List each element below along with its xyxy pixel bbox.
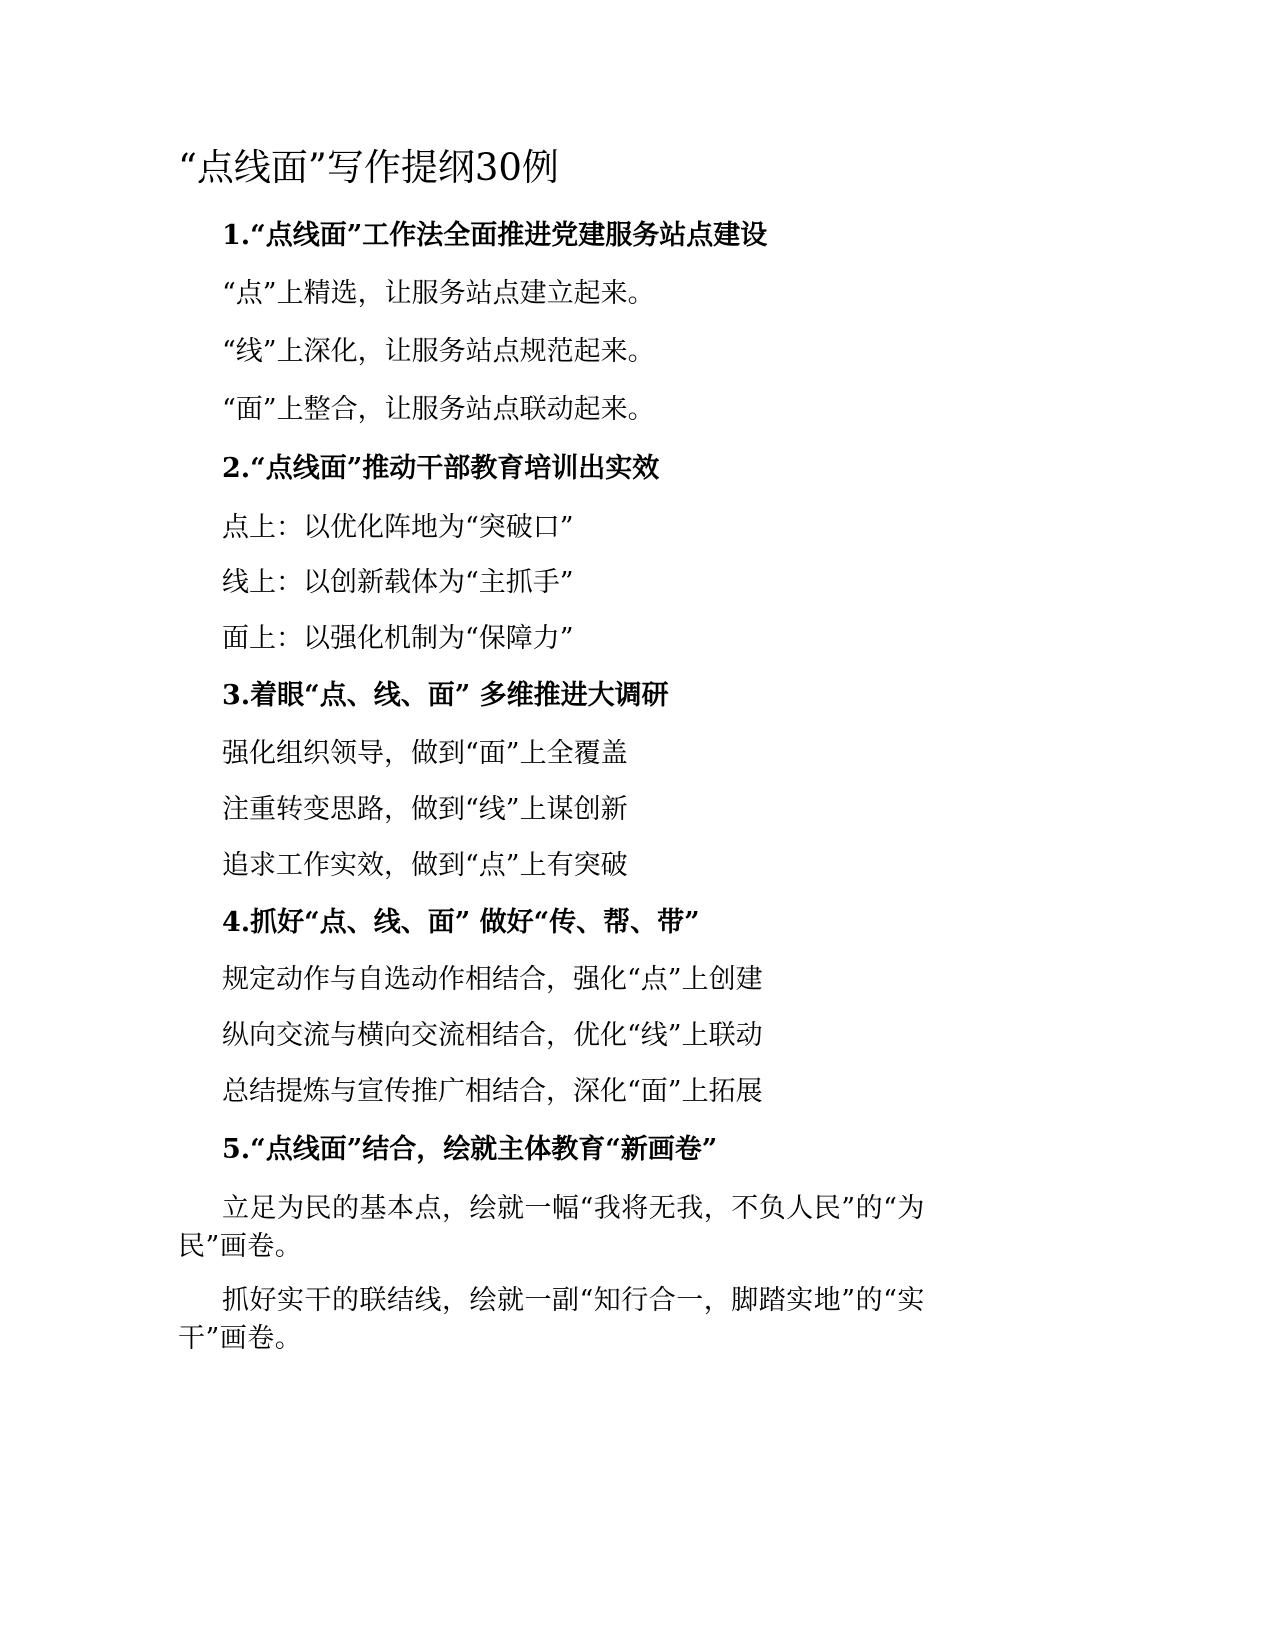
section-3-item-1: 强化组织领导，做到“面”上全覆盖 [222, 738, 628, 769]
section-2-item-1: 点上：以优化阵地为“突破口” [222, 512, 574, 543]
section-2-item-2: 线上：以创新载体为“主抓手” [222, 567, 574, 598]
section-2-item-3: 面上：以强化机制为“保障力” [222, 623, 574, 654]
section-1-item-1: “点”上精选，让服务站点建立起来。 [222, 278, 655, 309]
section-4-item-3: 总结提炼与宣传推广相结合，深化“面”上拓展 [222, 1076, 763, 1107]
section-4-item-2: 纵向交流与横向交流相结合，优化“线”上联动 [222, 1020, 763, 1051]
section-3-heading: 3.着眼“点、线、面” 多维推进大调研 [222, 680, 669, 711]
section-5-paragraph-2: 抓好实干的联结线，绘就一副“知行合一，脚踏实地”的“实干”画卷。 [178, 1285, 925, 1354]
section-3-item-3: 追求工作实效，做到“点”上有突破 [222, 850, 628, 881]
section-5-heading: 5.“点线面”结合，绘就主体教育“新画卷” [222, 1134, 718, 1165]
section-1-item-2: “线”上深化，让服务站点规范起来。 [222, 336, 655, 367]
section-1-item-3: “面”上整合，让服务站点联动起来。 [222, 394, 655, 425]
section-4-heading: 4.抓好“点、线、面” 做好“传、帮、带” [222, 907, 700, 938]
section-4-item-1: 规定动作与自选动作相结合，强化“点”上创建 [222, 964, 763, 995]
section-1-heading: 1.“点线面”工作法全面推进党建服务站点建设 [222, 220, 768, 251]
document-title: “点线面”写作提纲30例 [178, 146, 559, 189]
section-2-heading: 2.“点线面”推动干部教育培训出实效 [222, 453, 660, 484]
section-3-item-2: 注重转变思路，做到“线”上谋创新 [222, 794, 628, 825]
section-5-paragraph-1: 立足为民的基本点，绘就一幅“我将无我，不负人民”的“为民”画卷。 [178, 1193, 925, 1262]
